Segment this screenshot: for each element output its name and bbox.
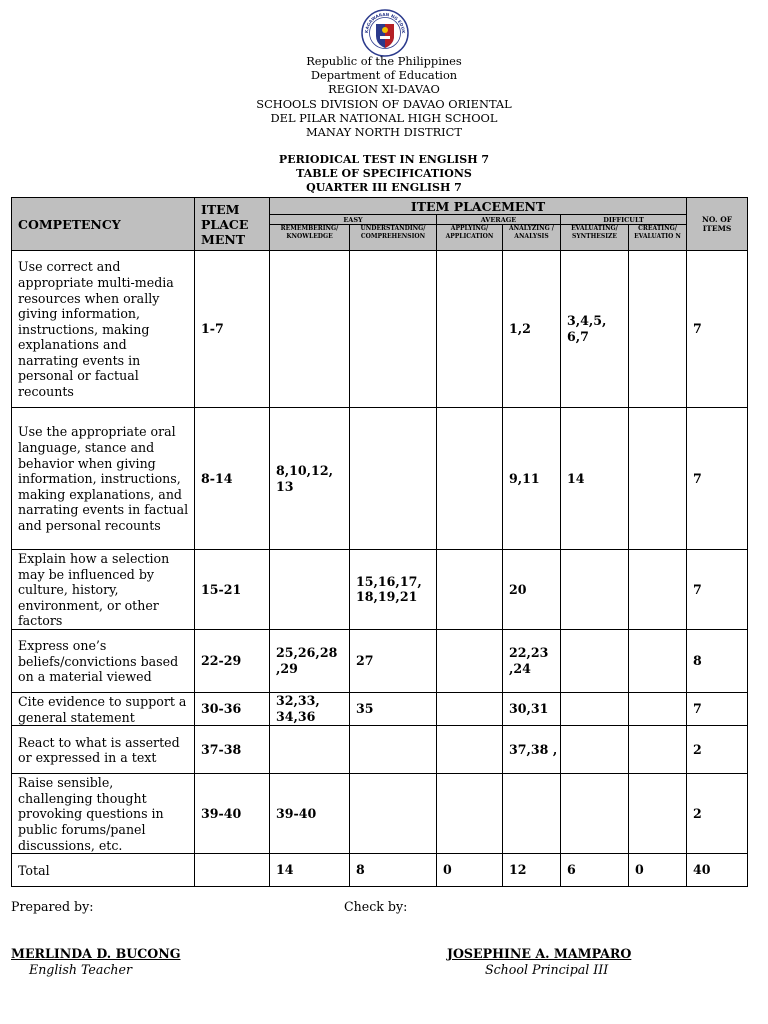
preparer-title: English Teacher — [29, 962, 133, 977]
table-row — [12, 726, 748, 774]
table-row — [12, 774, 748, 854]
competency-cell: Use the appropriate oral language, stance and behavior when giving information, instructions, making explanations, and narrating events in factual and personal recounts — [12, 408, 195, 550]
applying-cell — [437, 251, 503, 408]
table-row — [12, 408, 748, 550]
understanding-cell: 35 — [350, 692, 437, 725]
header-analyzing: ANALYZING / ANALYSIS — [503, 225, 561, 251]
applying-cell — [437, 692, 503, 725]
seal-text: KAGAWARAN NG EDUK — [363, 11, 407, 34]
letterhead-line: Department of Education — [310, 68, 458, 83]
prepared-by-label: Prepared by: — [11, 899, 94, 914]
evaluating-cell: 14 — [561, 408, 629, 550]
creating-cell — [629, 726, 687, 774]
header-understanding: UNDERSTANDING/ COMPREHENSION — [350, 225, 437, 251]
letterhead-line: Republic of the Philippines — [306, 54, 462, 68]
table-row — [12, 692, 748, 725]
placement-cell: 39-40 — [195, 774, 270, 854]
items-cell: 7 — [687, 408, 748, 550]
checker-title: School Principal III — [485, 962, 609, 977]
understanding-cell: 27 — [350, 629, 437, 692]
preparer-name: MERLINDA D. BUCONG — [11, 946, 181, 961]
creating-cell — [629, 692, 687, 725]
total-label: Total — [12, 854, 195, 887]
creating-cell — [629, 550, 687, 630]
competency-cell: Explain how a selection may be influenced by culture, history, environment, or other factors — [12, 550, 195, 630]
items-cell: 8 — [687, 629, 748, 692]
total-evaluating: 6 — [561, 854, 629, 887]
applying-cell — [437, 550, 503, 630]
applying-cell — [437, 726, 503, 774]
checker-name: JOSEPHINE A. MAMPARO — [447, 946, 632, 961]
table-row — [12, 251, 748, 408]
placement-cell: 30-36 — [195, 692, 270, 725]
understanding-cell — [350, 251, 437, 408]
letterhead-line: SCHOOLS DIVISION OF DAVAO ORIENTAL — [256, 96, 512, 111]
evaluating-cell — [561, 629, 629, 692]
creating-cell — [629, 408, 687, 550]
total-analyzing: 12 — [503, 854, 561, 887]
items-cell: 2 — [687, 774, 748, 854]
header-creating: CREATING/ EVALUATIO N — [629, 225, 687, 251]
remembering-cell: 25,26,28 ,29 — [270, 629, 350, 692]
analyzing-cell — [503, 774, 561, 854]
header-remembering: REMEMBERING/ KNOWLEDGE — [270, 225, 350, 251]
items-cell: 7 — [687, 251, 748, 408]
total-remembering: 14 — [270, 854, 350, 887]
header-easy: EASY — [270, 215, 437, 225]
quarter-title: QUARTER III ENGLISH 7 — [306, 181, 462, 195]
evaluating-cell — [561, 692, 629, 725]
remembering-cell: 39-40 — [270, 774, 350, 854]
total-applying: 0 — [437, 854, 503, 887]
checked-by-label: Check by: — [344, 899, 408, 914]
analyzing-cell: 9,11 — [503, 408, 561, 550]
competency-cell: Express one’s beliefs/convictions based on a material viewed — [12, 629, 195, 692]
header-competency: COMPETENCY — [12, 198, 195, 251]
creating-cell — [629, 774, 687, 854]
analyzing-cell: 20 — [503, 550, 561, 630]
competency-cell: Raise sensible, challenging thought provoking questions in public forums/panel discussions, etc. — [12, 774, 195, 854]
total-items: 40 — [687, 854, 748, 887]
header-item-placement-column: ITEM PLACE MENT — [195, 198, 270, 251]
header-item-placement: ITEM PLACEMENT — [270, 198, 687, 215]
header-average: AVERAGE — [437, 215, 561, 225]
analyzing-cell: 30,31 — [503, 692, 561, 725]
letterhead — [0, 54, 768, 139]
tos-title: TABLE OF SPECIFICATIONS — [296, 167, 472, 181]
placement-cell: 37-38 — [195, 726, 270, 774]
table-row — [12, 629, 748, 692]
total-row — [12, 854, 748, 887]
letterhead-line: MANAY NORTH DISTRICT — [305, 125, 462, 140]
remembering-cell: 32,33, 34,36 — [270, 692, 350, 725]
placement-cell: 8-14 — [195, 408, 270, 550]
placement-cell: 15-21 — [195, 550, 270, 630]
total-placement-cell — [195, 854, 270, 887]
creating-cell — [629, 629, 687, 692]
header-applying: APPLYING/ APPLICATION — [437, 225, 503, 251]
placement-cell: 22-29 — [195, 629, 270, 692]
evaluating-cell: 3,4,5, 6,7 — [561, 251, 629, 408]
items-cell: 7 — [687, 550, 748, 630]
analyzing-cell: 22,23 ,24 — [503, 629, 561, 692]
analyzing-cell: 37,38 , — [503, 726, 561, 774]
competency-cell: Use correct and appropriate multi-media resources when orally giving information, instructions, making explanations and narrating events in personal or factual recounts — [12, 251, 195, 408]
applying-cell — [437, 629, 503, 692]
deped-seal-logo — [361, 9, 409, 57]
document-titles — [0, 153, 768, 196]
table-row — [12, 550, 748, 630]
remembering-cell — [270, 251, 350, 408]
applying-cell — [437, 774, 503, 854]
remembering-cell — [270, 550, 350, 630]
items-cell: 2 — [687, 726, 748, 774]
table-of-specifications — [11, 197, 748, 887]
understanding-cell — [350, 774, 437, 854]
total-creating: 0 — [629, 854, 687, 887]
header-evaluating: EVALUATING/ SYNTHESIZE — [561, 225, 629, 251]
understanding-cell — [350, 726, 437, 774]
understanding-cell: 15,16,17, 18,19,21 — [350, 550, 437, 630]
letterhead-line: REGION XI-DAVAO — [328, 82, 440, 97]
test-title: PERIODICAL TEST IN ENGLISH 7 — [278, 153, 490, 166]
header-difficult: DIFFICULT — [561, 215, 687, 225]
placement-cell: 1-7 — [195, 251, 270, 408]
remembering-cell — [270, 726, 350, 774]
creating-cell — [629, 251, 687, 408]
analyzing-cell: 1,2 — [503, 251, 561, 408]
header-no-of-items: NO. OF ITEMS — [687, 198, 748, 251]
applying-cell — [437, 408, 503, 550]
letterhead-line: DEL PILAR NATIONAL HIGH SCHOOL — [270, 110, 498, 125]
evaluating-cell — [561, 726, 629, 774]
competency-cell: Cite evidence to support a general statement — [12, 692, 195, 725]
items-cell: 7 — [687, 692, 748, 725]
remembering-cell: 8,10,12, 13 — [270, 408, 350, 550]
understanding-cell — [350, 408, 437, 550]
total-understanding: 8 — [350, 854, 437, 887]
evaluating-cell — [561, 550, 629, 630]
competency-cell: React to what is asserted or expressed in a text — [12, 726, 195, 774]
evaluating-cell — [561, 774, 629, 854]
